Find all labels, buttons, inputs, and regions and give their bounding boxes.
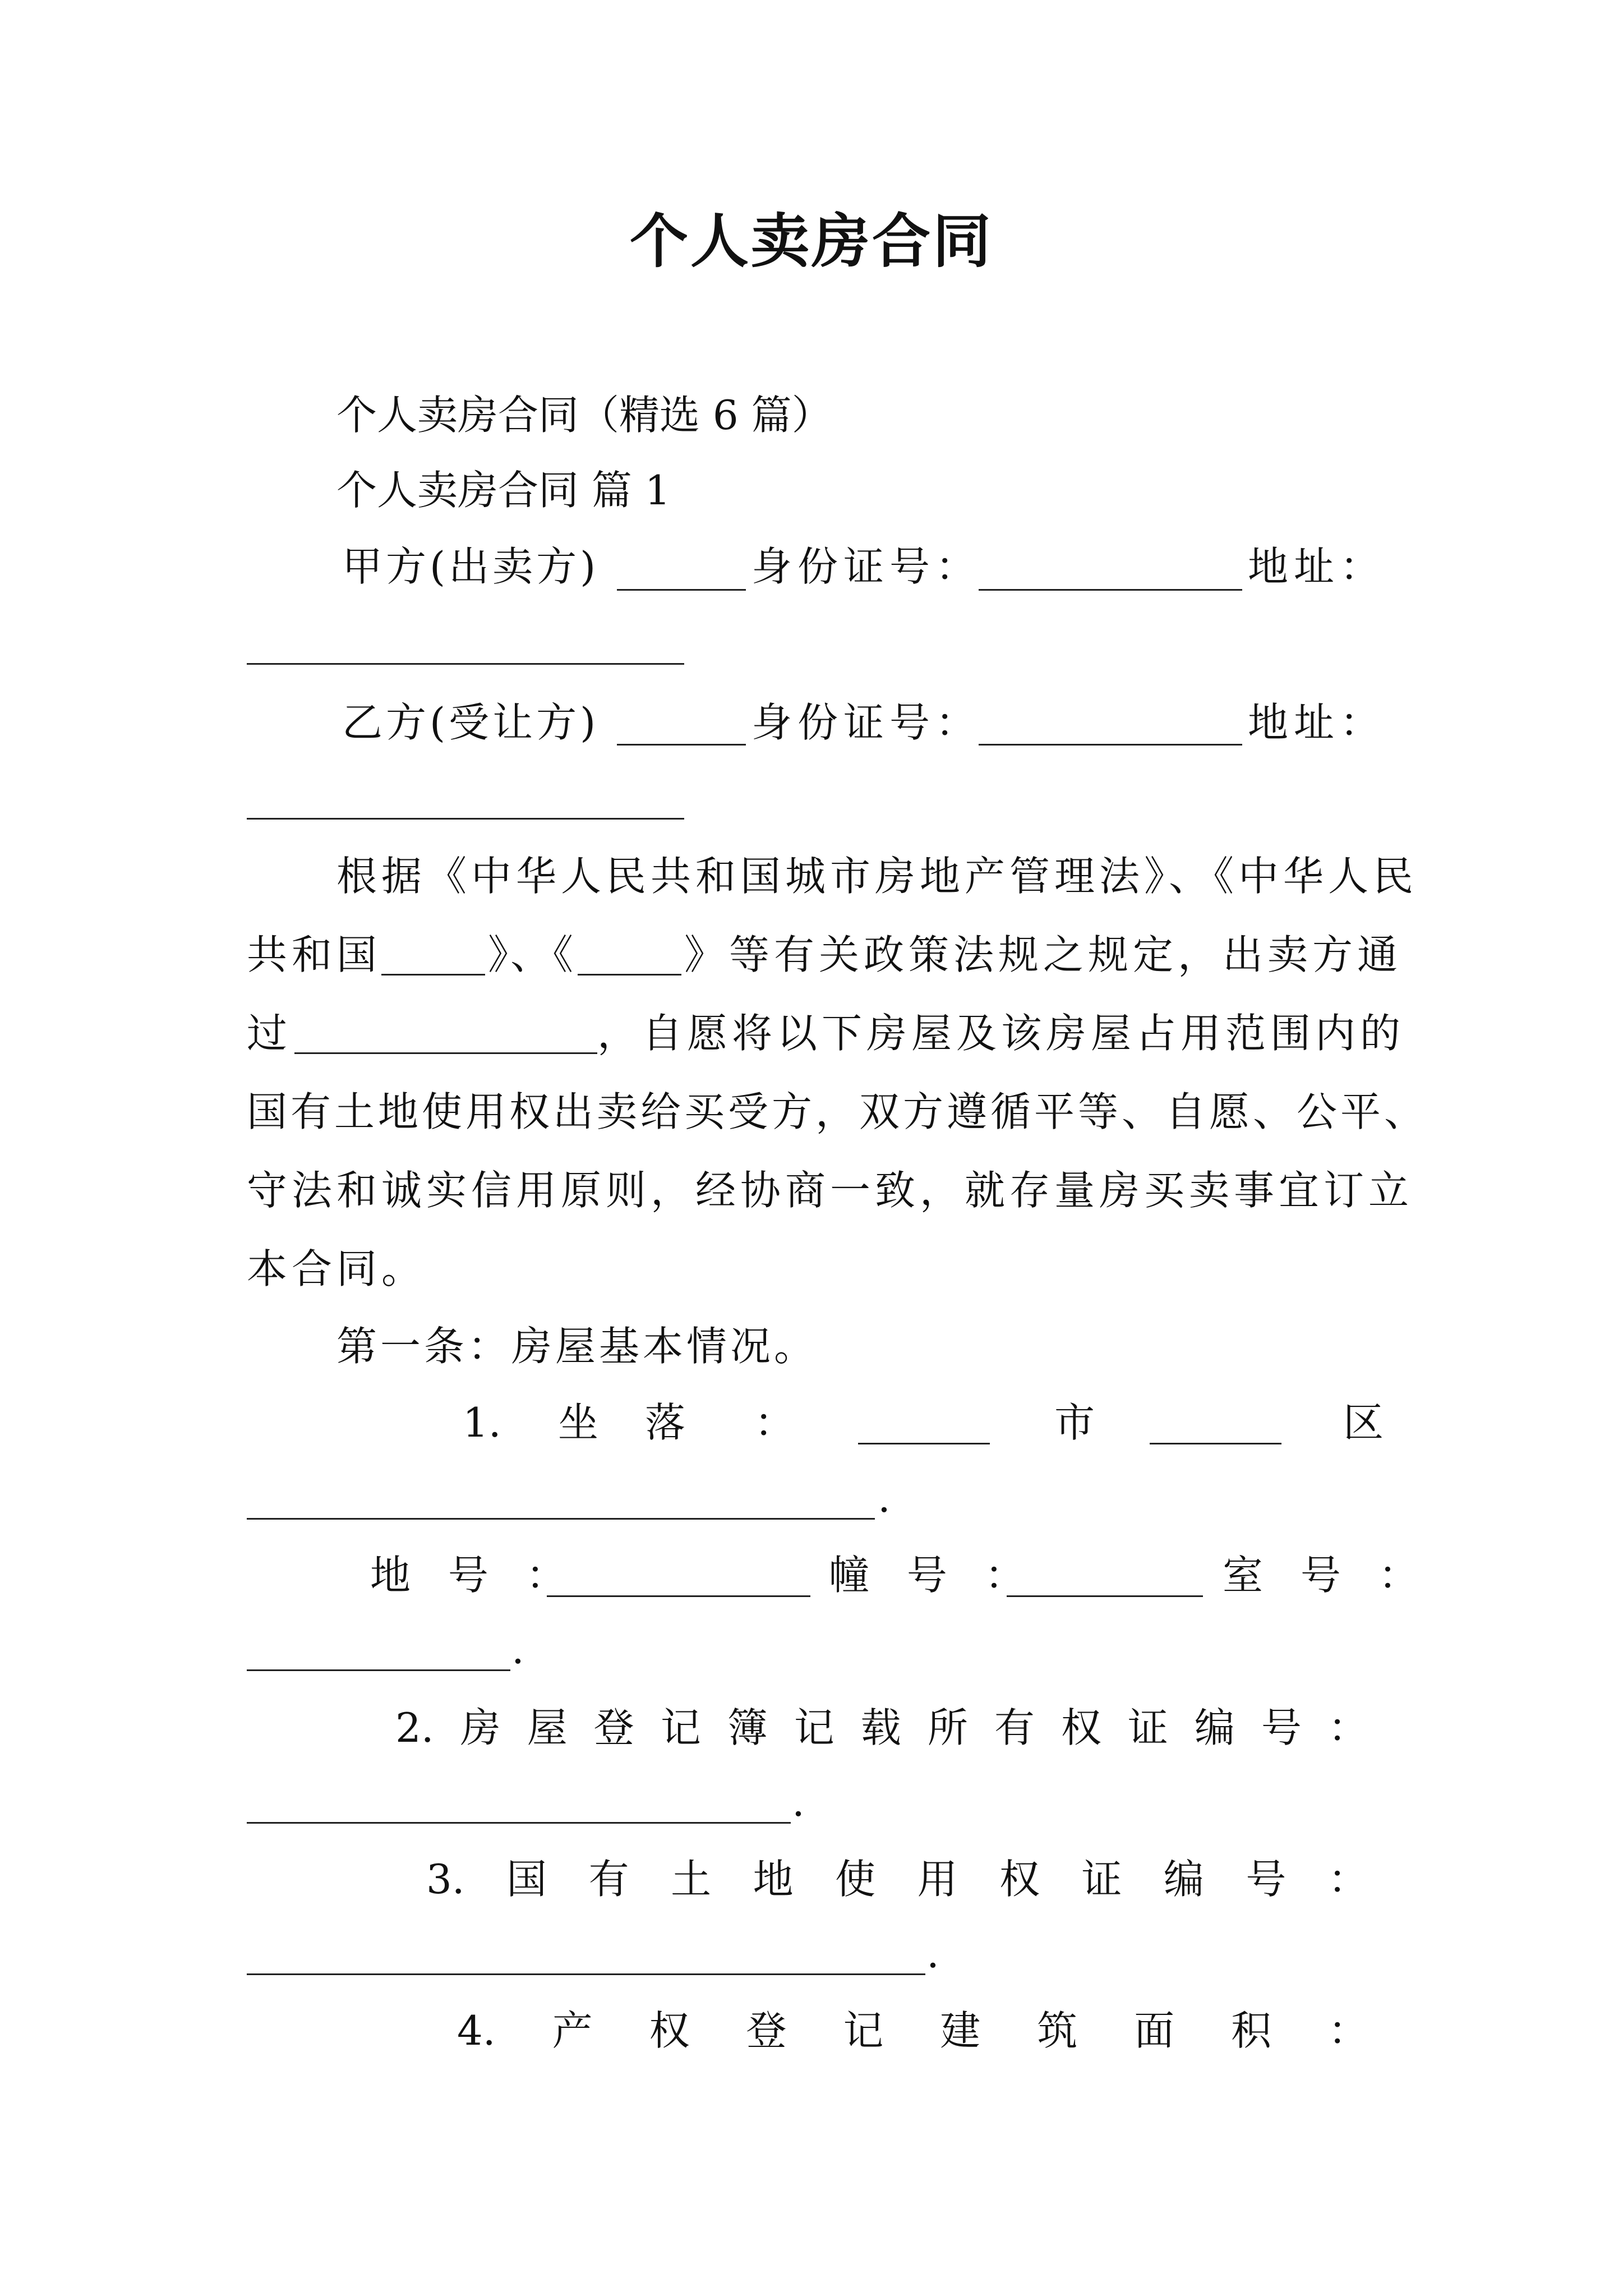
- item-3-line: [426, 1851, 1368, 1907]
- item-2-char: 有: [994, 1704, 1035, 1751]
- item-4-line: [457, 2003, 1368, 2059]
- item-3-period: .: [926, 1930, 939, 1977]
- building-number-blank: [1007, 1595, 1203, 1597]
- item-4-char: 建: [940, 2007, 981, 2054]
- document-title: 个人卖房合同: [629, 207, 993, 275]
- item-4-char: 记: [843, 2007, 884, 2054]
- item-3-char: 编: [1163, 1856, 1204, 1903]
- item-2-char: 证: [1127, 1704, 1168, 1751]
- building-number-label: 幢 号 ：: [829, 1552, 1038, 1599]
- party-a-address-label: 地址：: [1248, 543, 1386, 590]
- item-3-char: ：: [1327, 1856, 1368, 1903]
- party-b-address-blank: [247, 818, 684, 820]
- item-2-char: 编: [1194, 1704, 1235, 1751]
- item-1-char-2: 落: [645, 1399, 686, 1446]
- item-2-char: 登: [593, 1704, 634, 1751]
- item-3-char: 权: [999, 1856, 1040, 1903]
- party-a-label: 甲方(出卖方): [342, 543, 600, 590]
- item-2-period: .: [792, 1778, 805, 1825]
- lot-number-label: 地 号 ：: [370, 1552, 579, 1599]
- preamble-line-3a: 过: [247, 1010, 292, 1057]
- item-3-char: 使: [835, 1856, 876, 1903]
- subtitle: 个人卖房合同（精选 6 篇）: [336, 392, 832, 439]
- item-4-char: 面: [1134, 2007, 1175, 2054]
- item-3-char: 号: [1246, 1856, 1287, 1903]
- party-b-address-label: 地址：: [1248, 699, 1386, 746]
- preamble-line-2b: 》、《: [488, 931, 576, 978]
- preamble-line-2c: 》等有关政策法规之规定，出卖方通: [684, 931, 1403, 978]
- city-label: 市: [1054, 1399, 1095, 1446]
- item-4-char: 登: [746, 2007, 787, 2054]
- item-1b-period: .: [511, 1626, 524, 1673]
- item-4-char: 产: [552, 2007, 593, 2054]
- item-2-char: 权: [1061, 1704, 1101, 1751]
- preamble-line-4: 国有土地使用权出卖给买受方，双方遵循平等、自愿、公平、: [247, 1088, 1428, 1135]
- item-1-period: .: [878, 1474, 891, 1521]
- land-use-cert-blank: [247, 1973, 925, 1975]
- party-b-name-blank: [617, 744, 746, 746]
- preamble-line-6: 本合同。: [247, 1245, 427, 1292]
- item-1-number: 1.: [463, 1399, 501, 1446]
- item-1-colon: ：: [754, 1399, 795, 1446]
- item-3-char: 证: [1081, 1856, 1122, 1903]
- party-a-id-blank: [979, 589, 1242, 591]
- district-label: 区: [1343, 1399, 1384, 1446]
- room-number-label: 室 号 ：: [1223, 1552, 1431, 1599]
- item-2-char: 簿: [727, 1704, 768, 1751]
- item-3-char: 土: [671, 1856, 712, 1903]
- item-2-char: ：: [1327, 1704, 1368, 1751]
- item-4-char: 筑: [1037, 2007, 1078, 2054]
- item-3-char: 地: [753, 1856, 794, 1903]
- address-detail-blank: [247, 1518, 875, 1520]
- item-4-number: 4.: [457, 2007, 496, 2054]
- item-3-char: 有: [588, 1856, 629, 1903]
- party-b-label: 乙方(受让方): [342, 699, 600, 746]
- item-4-char: ：: [1327, 2007, 1368, 2054]
- preamble-line-5: 守法和诚实信用原则，经协商一致，就存量房买卖事宜订立: [247, 1167, 1414, 1214]
- item-2-char: 所: [927, 1704, 968, 1751]
- item-2-char: 号: [1261, 1704, 1302, 1751]
- item-2-char: 房: [460, 1704, 501, 1751]
- preamble-line-2a: 共和国: [247, 931, 382, 978]
- law-name-blank-1: [381, 974, 485, 976]
- section-heading: 个人卖房合同 篇 1: [336, 467, 671, 514]
- room-number-blank: [247, 1669, 510, 1671]
- item-2-char: 记: [660, 1704, 701, 1751]
- district-blank: [1150, 1443, 1281, 1444]
- party-b-id-blank: [979, 744, 1242, 746]
- item-4-char: 积: [1231, 2007, 1272, 2054]
- item-2-line: [395, 1700, 1368, 1756]
- ownership-cert-blank: [247, 1822, 791, 1824]
- item-3-char: 用: [917, 1856, 958, 1903]
- item-4-char: 权: [649, 2007, 690, 2054]
- item-2-char: 记: [794, 1704, 834, 1751]
- city-blank: [858, 1443, 990, 1444]
- item-2-char: 屋: [527, 1704, 568, 1751]
- article-1-heading: 第一条：房屋基本情况。: [336, 1323, 818, 1370]
- transfer-method-blank: [294, 1052, 597, 1054]
- item-2-number: 2.: [395, 1704, 434, 1751]
- preamble-line-1: 根据《中华人民共和国城市房地产管理法》、《中华人民: [336, 853, 1418, 900]
- party-b-id-label: 身份证号：: [751, 699, 982, 746]
- preamble-line-3b: ，自愿将以下房屋及该房屋占用范围内的: [597, 1010, 1405, 1057]
- item-2-char: 载: [860, 1704, 901, 1751]
- item-1-char-1: 坐: [558, 1399, 599, 1446]
- party-a-name-blank: [617, 589, 746, 591]
- lot-number-blank: [547, 1595, 810, 1597]
- item-3-number: 3.: [426, 1856, 465, 1903]
- party-a-address-blank: [247, 663, 684, 665]
- item-3-char: 国: [506, 1856, 547, 1903]
- law-name-blank-2: [578, 974, 681, 976]
- party-a-id-label: 身份证号：: [751, 543, 982, 590]
